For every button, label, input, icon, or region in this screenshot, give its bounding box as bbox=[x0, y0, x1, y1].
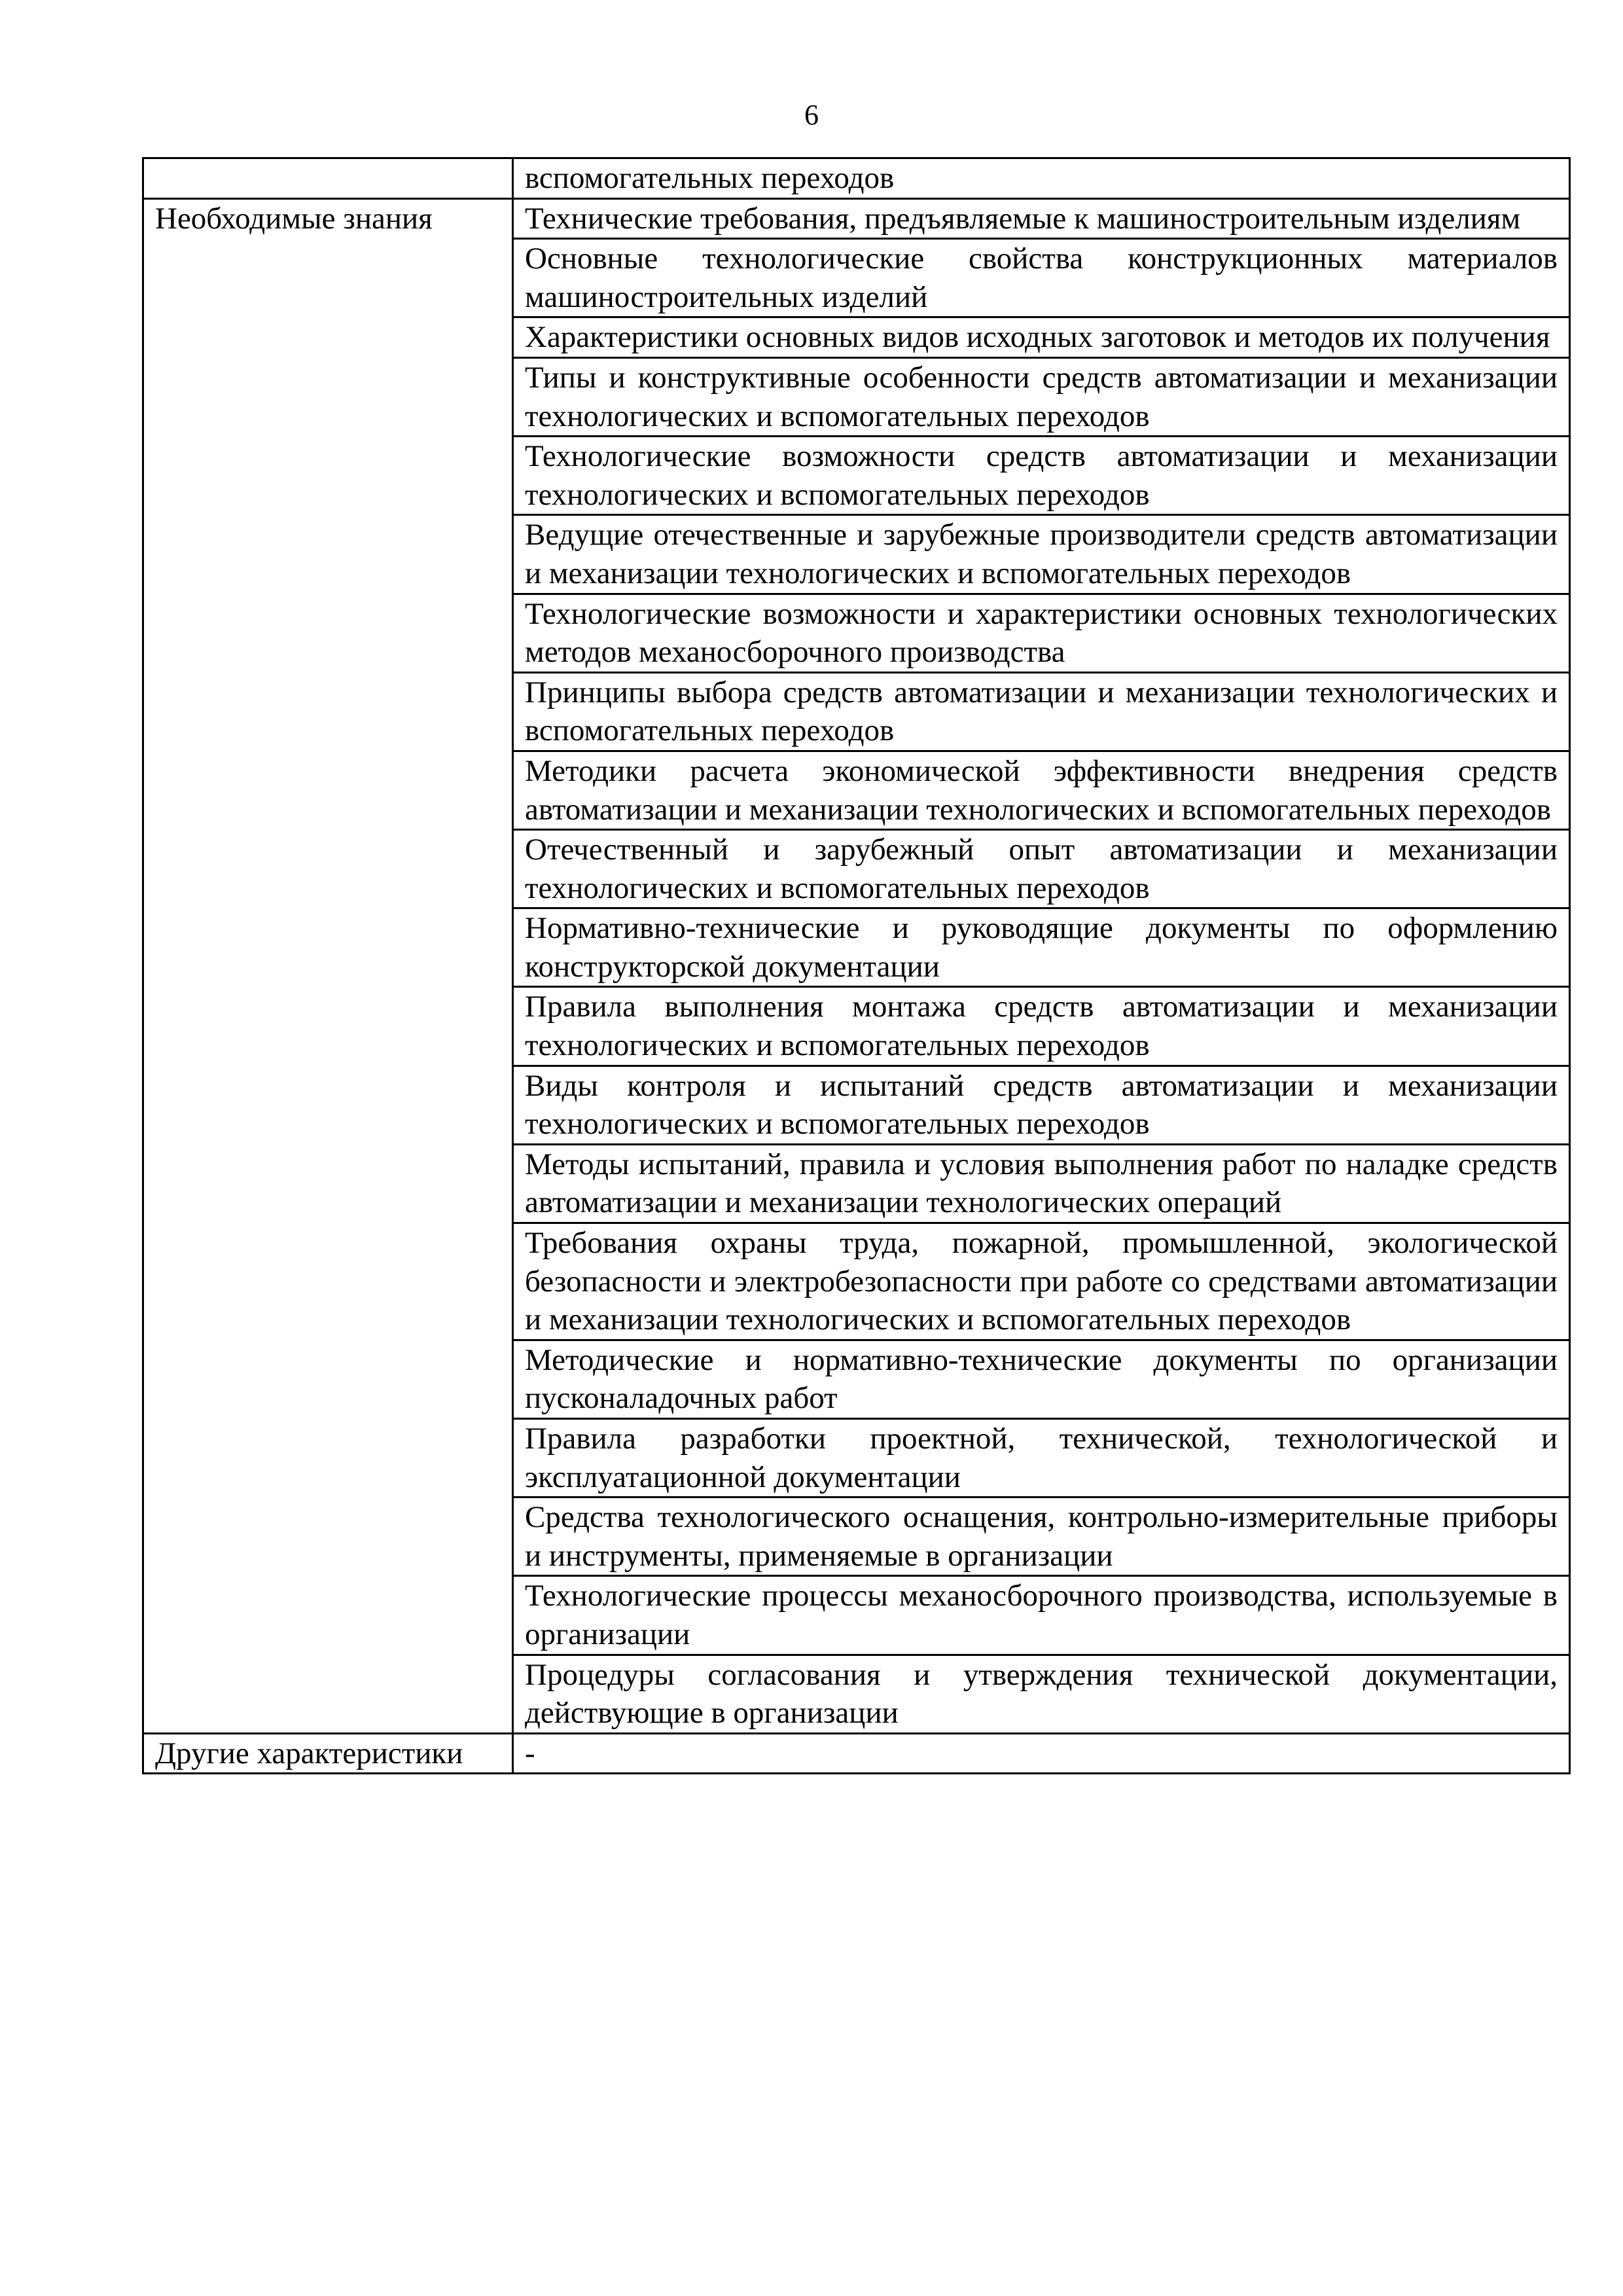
knowledge-item: Технологические возможности средств автоматизации и механизации технологических и вспомогательных переходов bbox=[513, 437, 1570, 515]
knowledge-item: Методики расчета экономической эффективности внедрения средств автоматизации и механизации технологических и вспомогательных переходов bbox=[513, 751, 1570, 829]
knowledge-item: Ведущие отечественные и зарубежные производители средств автоматизации и механизации технологических и вспомогательных переходов bbox=[513, 515, 1570, 594]
knowledge-item: Технологические процессы механосборочного производства, используемые в организации bbox=[513, 1576, 1570, 1655]
continuation-cell: вспомогательных переходов bbox=[513, 158, 1570, 199]
knowledge-item: Требования охраны труда, пожарной, промышленной, экологической безопасности и электробезопасности при работе со средствами автоматизации и механизации технологических и вспомогательных переходов bbox=[513, 1223, 1570, 1340]
knowledge-item: Средства технологического оснащения, контрольно-измерительные приборы и инструменты, применяемые в организации bbox=[513, 1498, 1570, 1576]
knowledge-item: Процедуры согласования и утверждения технической документации, действующие в организации bbox=[513, 1655, 1570, 1733]
knowledge-item: Правила разработки проектной, технической, технологической и эксплуатационной документации bbox=[513, 1419, 1570, 1498]
other-value-cell: - bbox=[513, 1733, 1570, 1774]
knowledge-item: Правила выполнения монтажа средств автоматизации и механизации технологических и вспомогательных переходов bbox=[513, 987, 1570, 1066]
table-row-knowledge bbox=[143, 198, 1570, 239]
qualification-table bbox=[142, 157, 1571, 1774]
knowledge-item: Принципы выбора средств автоматизации и механизации технологических и вспомогательных переходов bbox=[513, 672, 1570, 751]
knowledge-item: Характеристики основных видов исходных заготовок и методов их получения bbox=[513, 317, 1570, 358]
knowledge-item: Методы испытаний, правила и условия выполнения работ по наладке средств автоматизации и механизации технологических операций bbox=[513, 1144, 1570, 1223]
empty-label-cell bbox=[143, 158, 513, 199]
knowledge-item: Виды контроля и испытаний средств автоматизации и механизации технологических и вспомогательных переходов bbox=[513, 1066, 1570, 1144]
knowledge-item: Методические и нормативно-технические документы по организации пусконаладочных работ bbox=[513, 1340, 1570, 1418]
table-row-continuation bbox=[143, 158, 1570, 199]
page-number: 6 bbox=[804, 99, 819, 131]
knowledge-item: Основные технологические свойства конструкционных материалов машиностроительных изделий bbox=[513, 239, 1570, 317]
other-label-cell: Другие характеристики bbox=[143, 1733, 513, 1774]
knowledge-item: Типы и конструктивные особенности средств автоматизации и механизации технологических и вспомогательных переходов bbox=[513, 357, 1570, 436]
knowledge-item: Технологические возможности и характеристики основных технологических методов механосборочного производства bbox=[513, 594, 1570, 672]
knowledge-label-cell: Необходимые знания bbox=[143, 198, 513, 1733]
knowledge-item: Нормативно-технические и руководящие документы по оформлению конструкторской документации bbox=[513, 908, 1570, 987]
knowledge-item: Технические требования, предъявляемые к машиностроительным изделиям bbox=[513, 198, 1570, 239]
knowledge-item: Отечественный и зарубежный опыт автоматизации и механизации технологических и вспомогательных переходов bbox=[513, 830, 1570, 908]
table-row-other bbox=[143, 1733, 1570, 1774]
